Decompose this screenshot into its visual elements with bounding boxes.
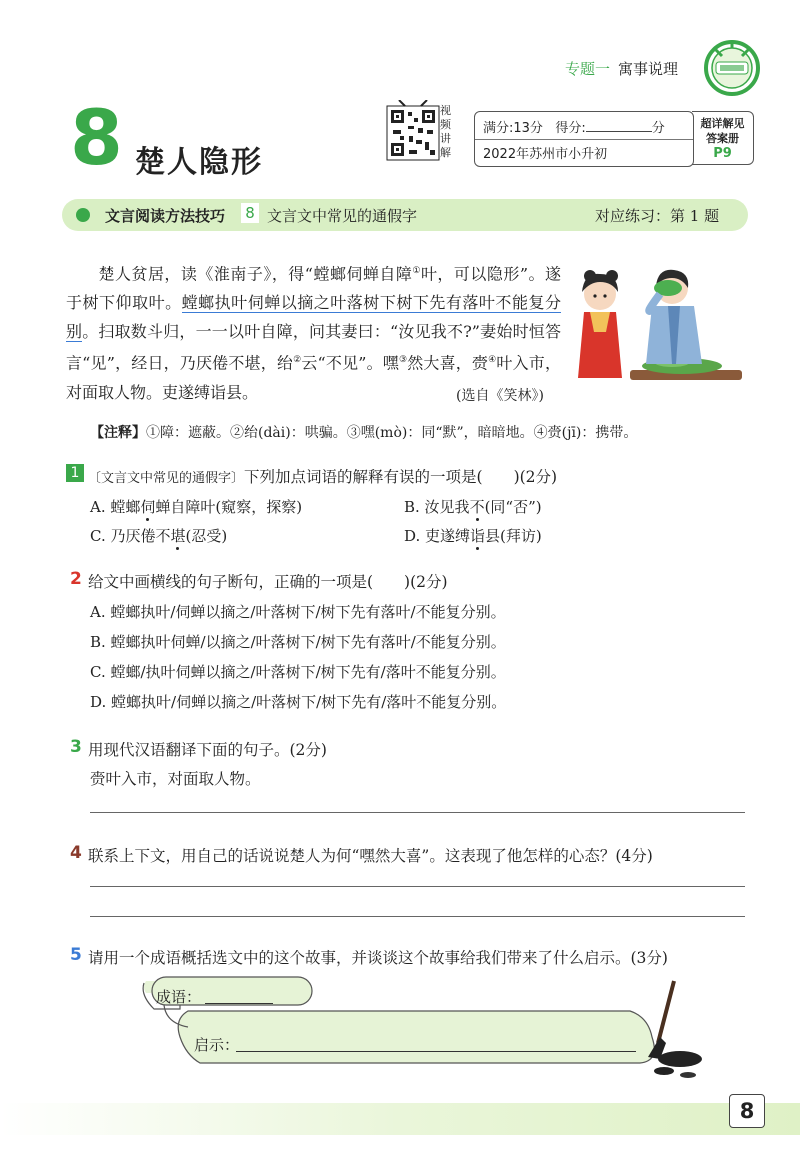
q2-option-c[interactable]: C. 螳螂/执叶伺蝉以摘之/叶落树下/树下先有/落叶不能复分别。 bbox=[90, 663, 506, 681]
underlined-sentence: 螳螂执叶伺蝉以摘之叶落树下树下先有落叶不能复分别 bbox=[66, 293, 561, 342]
q1-option-d[interactable]: D. 吏遂缚诣县(拜访) bbox=[404, 527, 542, 545]
method-exercise-ref: 对应练习：第 1 题 bbox=[595, 207, 720, 225]
answer-scroll-icon bbox=[140, 975, 710, 1085]
q2-option-b[interactable]: B. 螳螂执叶伺蝉/以摘之/叶落树下/树下先有落叶/不能复分别。 bbox=[90, 633, 506, 651]
question-2-text: 给文中画横线的句子断句，正确的一项是( )(2分) bbox=[88, 573, 448, 591]
idiom-input[interactable] bbox=[205, 1003, 273, 1004]
bullet-icon bbox=[76, 208, 90, 222]
passage-source: (选自《笑林》) bbox=[456, 388, 544, 404]
page-title: 楚人隐形 bbox=[135, 145, 263, 180]
footer-strip bbox=[0, 1103, 800, 1135]
question-4-number: 4 bbox=[70, 843, 82, 863]
question-5-number: 5 bbox=[70, 945, 82, 965]
question-4-text: 联系上下文，用自己的话说说楚人为何“嘿然大喜”。这表现了他怎样的心态？(4分) bbox=[88, 847, 653, 865]
q1-option-a[interactable]: A. 螳螂伺蝉自障叶(窥察，探察) bbox=[90, 498, 303, 516]
answer-page: P9 bbox=[713, 146, 732, 161]
q1-option-c[interactable]: C. 乃厌倦不堪(忍受) bbox=[90, 527, 228, 545]
question-3-sentence: 赍叶入市，对面取人物。 bbox=[90, 770, 261, 788]
lesson-number: 8 bbox=[70, 93, 123, 182]
insight-input[interactable] bbox=[236, 1051, 636, 1052]
idiom-label: 成语： bbox=[156, 988, 202, 1006]
answer-line[interactable] bbox=[90, 886, 745, 887]
method-number: 8 bbox=[241, 203, 259, 223]
topic-label: 专题一 寓事说理 bbox=[565, 60, 679, 78]
score-input[interactable] bbox=[586, 131, 652, 132]
annotations: 【注释】①障：遮蔽。②绐(dài)：哄骗。③嘿(mò)：同“默”，暗暗地。④赍(jī)：携带。 bbox=[90, 425, 638, 441]
question-2-number: 2 bbox=[70, 569, 82, 589]
question-3-number: 3 bbox=[70, 737, 82, 757]
answer-line[interactable] bbox=[90, 916, 745, 917]
full-score: 满分:13分 bbox=[483, 121, 543, 136]
q1-option-b[interactable]: B. 汝见我不(同“否”) bbox=[404, 498, 542, 516]
score-box: 满分:13分 得分: 分 2022年苏州市小升初 bbox=[474, 111, 694, 167]
answer-reference: 超详解见答案册 P9 bbox=[692, 111, 754, 165]
page-number: 8 bbox=[729, 1094, 765, 1128]
score-label: 得分: bbox=[555, 121, 586, 136]
video-lesson-label: 视频讲解 bbox=[440, 104, 451, 159]
exam-source: 2022年苏州市小升初 bbox=[483, 147, 608, 162]
method-desc: 文言文中常见的通假字 bbox=[267, 207, 418, 225]
qr-code-icon[interactable] bbox=[385, 100, 445, 164]
question-1-text: 〔文言文中常见的通假字〕下列加点词语的解释有误的一项是( )(2分) bbox=[88, 468, 558, 486]
q2-option-d[interactable]: D. 螳螂执叶/伺蝉以摘之/叶落树下/树下先有/落叶不能复分别。 bbox=[90, 693, 507, 711]
question-3-text: 用现代汉语翻译下面的句子。(2分) bbox=[88, 741, 327, 759]
q2-option-a[interactable]: A. 螳螂执叶/伺蝉以摘之/叶落树下/树下先有落叶/不能复分别。 bbox=[90, 603, 506, 621]
question-5-text: 请用一个成语概括选文中的这个故事，并谈谈这个故事给我们带来了什么启示。(3分) bbox=[88, 949, 668, 967]
story-illustration-icon bbox=[572, 258, 744, 388]
classical-passage: 楚人贫居，读《淮南子》，得“螳螂伺蝉自障①叶，可以隐形”。遂于树下仰取叶。螳螂执叶伺蝉以摘之叶落树下树下先有落叶不能复分别。扫取数斗归，一一以叶自障，问其妻曰：“汝见我不?”妻始时恒答言“见”，经日，乃厌倦不堪，绐②云“不见”。嘿③然大喜，赍④叶入市，对面取人物。吏遂缚诣县。 bbox=[66, 264, 561, 402]
answer-line[interactable] bbox=[90, 812, 745, 813]
insight-label: 启示： bbox=[194, 1036, 240, 1054]
question-1-number: 1 bbox=[66, 464, 84, 482]
brand-logo-icon bbox=[700, 34, 764, 98]
method-title: 文言阅读方法技巧 bbox=[105, 207, 226, 225]
